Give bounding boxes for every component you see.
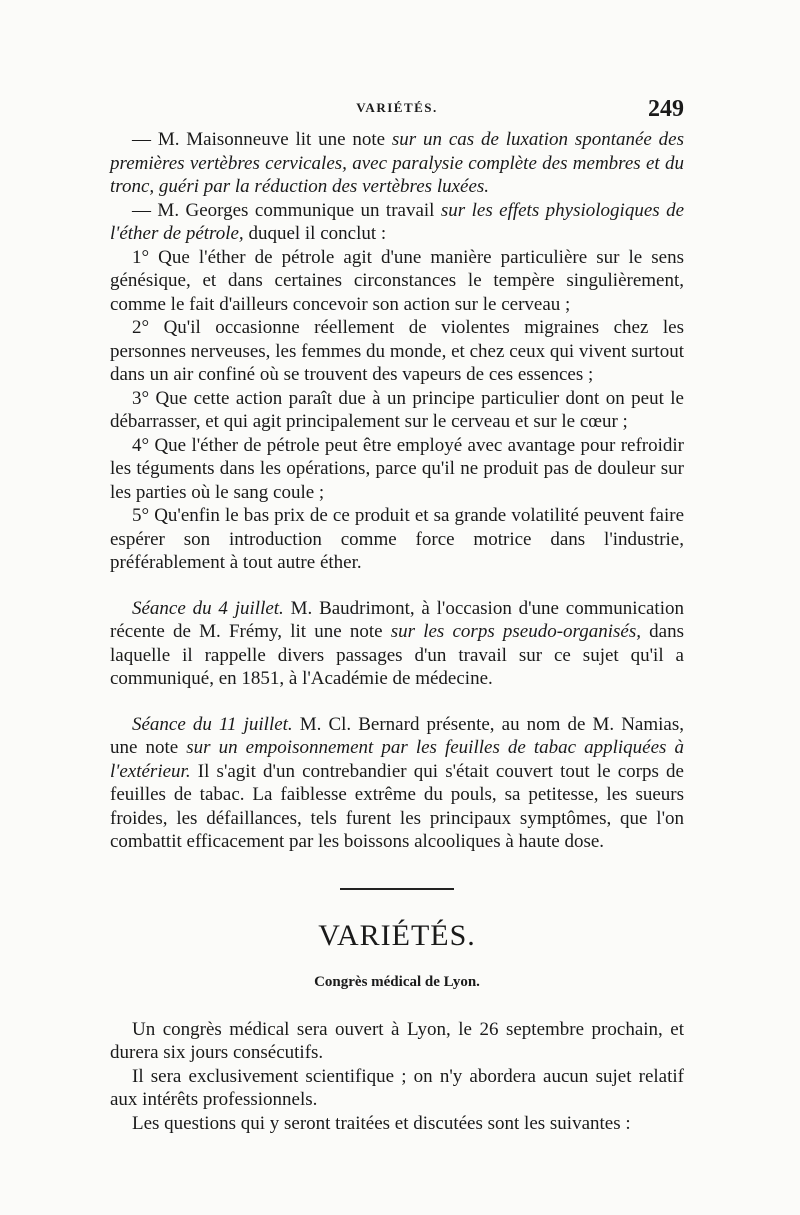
paragraph-text: Il s'agit d'un contrebandier qui s'était couvert tout le corps de feuilles de tabac. La faiblesse extrême du pouls, sa petitesse, les sueurs froides, les défaillances, tels furent les principaux symptômes, que l'on combattit efficacement par les boissons alcooliques à haute dose. [110,760,684,852]
paragraph-seance-4-juillet [110,597,684,691]
conclusion-item-2: 2° Qu'il occasionne réellement de violentes migraines chez les personnes nerveuses, les femmes du monde, et chez ceux qui vivent surtout dans un air confiné où se trouvent des vapeurs de ces essences ; [110,317,684,385]
running-head: VARIÉTÉS. [356,100,438,115]
section-title: VARIÉTÉS. [318,918,476,952]
paragraph-seance-11-juillet [110,713,684,854]
subsection-title: Congrès médical de Lyon. [314,973,480,990]
congress-paragraph-1: Un congrès médical sera ouvert à Lyon, le 26 septembre prochain, et durera six jours consécutifs. [110,1018,684,1063]
section-divider [340,888,454,890]
paragraph-text: duquel il conclut : [243,223,387,244]
conclusion-item-4: 4° Que l'éther de pétrole peut être employé avec avantage pour refroidir les téguments dans les opérations, parce qu'il ne produit pas de douleur sur les parties où le sang coule ; [110,434,684,503]
conclusion-item-3: 3° Que cette action paraît due à un principe particulier dont on peut le débarrasser, et qui agit principalement sur le cerveau et sur le cœur ; [110,387,684,432]
paragraph-text: M. Baudrimont, à l'occasion d'une communication récente de M. Frémy, lit une note [110,597,684,642]
paragraph-text: M. Cl. Bernard présente, au nom de M. Namias, une note [110,713,684,758]
paragraph-text: — M. Maisonneuve lit une note [132,129,392,150]
paragraph-text: dans laquelle il rappelle divers passages d'un travail sur ce sujet qu'il a communiqué, en 1851, à l'Académie de médecine. [110,621,684,689]
paragraph-maisonneuve [110,128,684,199]
session-date: Séance du 4 juillet. [132,597,284,619]
note-title: sur les corps pseudo-organisés, [390,621,641,642]
note-title: sur un empoisonnement par les feuilles de tabac appliquées à l'extérieur. [110,737,684,782]
paragraph-text: — M. Georges communique un travail [132,199,441,221]
page-body [110,128,684,1135]
session-date: Séance du 11 juillet. [132,713,293,735]
congress-paragraph-2: Il sera exclusivement scientifique ; on n'y abordera aucun sujet relatif aux intérêts professionnels. [110,1065,684,1110]
note-title: sur un cas de luxation spontanée des premières vertèbres cervicales, avec paralysie complète des membres et du tronc, guéri par la réduction des vertèbres luxées. [110,129,684,197]
conclusion-item-1: 1° Que l'éther de pétrole agit d'une manière particulière sur le sens génésique, et dans certaines circonstances le tempère singulièrement, comme le fait d'ailleurs concevoir son action sur le cerveau ; [110,246,684,315]
work-title: sur les effets physiologiques de l'éther de pétrole, [110,199,684,244]
page-header [110,96,684,126]
congress-paragraph-3: Les questions qui y seront traitées et discutées sont les suivantes : [132,1112,631,1134]
paragraph-georges [110,199,684,246]
conclusion-item-5: 5° Qu'enfin le bas prix de ce produit et sa grande volatilité peuvent faire espérer son introduction comme force motrice dans l'industrie, préférablement à tout autre éther. [110,505,684,573]
page-number: 249 [648,96,684,122]
